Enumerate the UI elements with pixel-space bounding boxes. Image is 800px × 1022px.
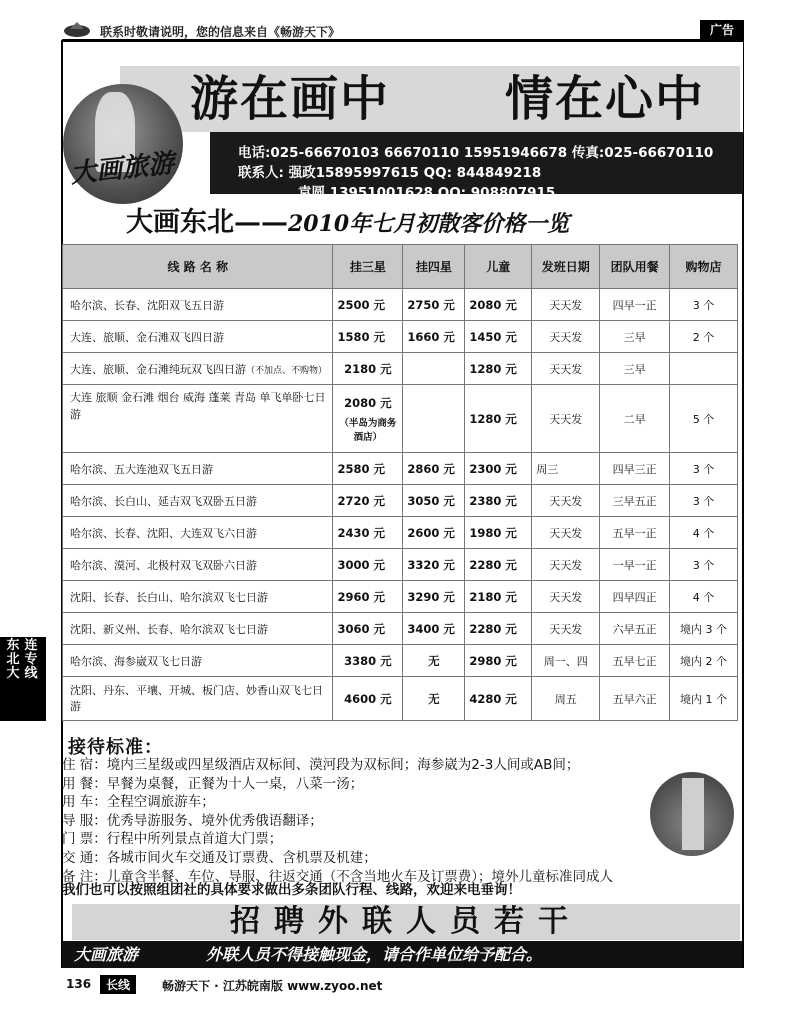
price-three-star: 2430 元 — [333, 517, 403, 549]
departure-date: 天天发 — [532, 385, 600, 453]
meals: 五早六正 — [600, 677, 670, 721]
ad-tag: 广告 — [700, 20, 744, 40]
meals: 四早四正 — [600, 581, 670, 613]
reception-line: 用 车：全程空调旅游车； — [62, 794, 215, 811]
magazine-logo-icon — [62, 20, 92, 38]
header-shops: 购物店 — [670, 245, 738, 289]
top-notice-bar — [0, 0, 800, 40]
header-three-star: 挂三星 — [333, 245, 403, 289]
price-four-star: 2860 元 — [403, 453, 465, 485]
route-name: 沈阳、丹东、平壤、开城、板门店、妙香山双飞七日游 — [63, 677, 333, 721]
price-three-star: 2580 元 — [333, 453, 403, 485]
departure-date: 周一、四 — [532, 645, 600, 677]
reception-line: 门 票：行程中所列景点首道大门票； — [62, 831, 283, 848]
price-four-star: 2600 元 — [403, 517, 465, 549]
side-tab-text-2: 连专线 — [24, 638, 38, 681]
route-name: 沈阳、新义州、长春、哈尔滨双飞七日游 — [63, 613, 333, 645]
price-child: 1280 元 — [465, 385, 532, 453]
departure-date: 周五 — [532, 677, 600, 721]
price-four-star: 1660 元 — [403, 321, 465, 353]
price-table-title — [126, 200, 569, 239]
meals: 五早七正 — [600, 645, 670, 677]
recruit-banner: 招聘外联人员若干 — [72, 904, 740, 940]
table-row — [63, 645, 738, 677]
price-child: 2180 元 — [465, 581, 532, 613]
meals: 四早三正 — [600, 453, 670, 485]
header-meals: 团队用餐 — [600, 245, 670, 289]
price-child: 4280 元 — [465, 677, 532, 721]
route-name: 哈尔滨、五大连池双飞五日游 — [63, 453, 333, 485]
table-header-row — [63, 245, 738, 289]
meals: 三早 — [600, 321, 670, 353]
price-three-star: 4600 元 — [333, 677, 403, 721]
slogan-right: 情在心中 — [505, 71, 706, 127]
section-label: 长线 — [100, 975, 136, 994]
price-four-star: 3320 元 — [403, 549, 465, 581]
price-three-star: 1580 元 — [333, 321, 403, 353]
shops: 4 个 — [670, 517, 738, 549]
reception-line: 住 宿：境内三星级或四星级酒店双标间、漠河段为双标间；海参崴为2-3人间或AB间； — [62, 757, 580, 773]
price-three-star: 3380 元 — [333, 645, 403, 677]
welcome-text: 我们也可以按照组团社的具体要求做出多条团队行程、线路，欢迎来电垂询！ — [62, 882, 521, 898]
price-four-star: 无 — [403, 677, 465, 721]
route-name: 哈尔滨、漠河、北极村双飞双卧六日游 — [63, 549, 333, 581]
price-three-star: 2500 元 — [333, 289, 403, 321]
departure-date: 天天发 — [532, 613, 600, 645]
price-four-star: 2750 元 — [403, 289, 465, 321]
meals: 一早一正 — [600, 549, 670, 581]
price-child: 2280 元 — [465, 549, 532, 581]
price-four-star — [403, 353, 465, 385]
departure-date: 天天发 — [532, 485, 600, 517]
shops: 境内 3 个 — [670, 613, 738, 645]
price-three-star: 2720 元 — [333, 485, 403, 517]
shops: 境内 2 个 — [670, 645, 738, 677]
shops: 4 个 — [670, 581, 738, 613]
slogan-left: 游在画中 — [190, 71, 391, 127]
departure-date: 天天发 — [532, 289, 600, 321]
route-name-note: （不加点、不购物） — [246, 365, 328, 376]
route-name: 哈尔滨、海参崴双飞七日游 — [63, 645, 333, 677]
table-row — [63, 613, 738, 645]
reception-line: 导 服：优秀导游服务、境外优秀俄语翻译； — [62, 812, 323, 829]
shops: 3 个 — [670, 453, 738, 485]
price-child: 2380 元 — [465, 485, 532, 517]
shops: 2 个 — [670, 321, 738, 353]
header-departure: 发班日期 — [532, 245, 600, 289]
reception-line: 用 餐：早餐为桌餐，正餐为十人一桌，八菜一汤； — [62, 775, 364, 792]
shops — [670, 353, 738, 385]
contact-person-2: 袁圆 13951001628 QQ: 908807915 — [298, 185, 556, 201]
price-four-star: 无 — [403, 645, 465, 677]
route-name: 哈尔滨、长春、沈阳、大连双飞六日游 — [63, 517, 333, 549]
header-four-star: 挂四星 — [403, 245, 465, 289]
reception-standards — [62, 756, 742, 886]
reception-title: 接待标准： — [68, 737, 163, 758]
price-three-star: 3060 元 — [333, 613, 403, 645]
table-row — [63, 289, 738, 321]
page-number: 136 — [66, 977, 92, 991]
shops: 3 个 — [670, 289, 738, 321]
departure-date: 天天发 — [532, 581, 600, 613]
price-child: 2300 元 — [465, 453, 532, 485]
route-name: 大连 旅顺 金石滩 烟台 威海 蓬莱 青岛 单飞单卧七日游 — [63, 385, 333, 453]
header-route: 线 路 名 称 — [63, 245, 333, 289]
departure-date: 天天发 — [532, 321, 600, 353]
route-name: 哈尔滨、长白山、延吉双飞双卧五日游 — [63, 485, 333, 517]
side-tab-text-1: 东北大 — [6, 638, 20, 681]
meals: 五早一正 — [600, 517, 670, 549]
price-three-star — [333, 385, 403, 453]
price-four-star: 3050 元 — [403, 485, 465, 517]
cash-notice-text: 外联人员不得接触现金，请合作单位给予配合。 — [206, 945, 543, 964]
departure-date: 周三 — [532, 453, 600, 485]
meals: 三早五正 — [600, 485, 670, 517]
price-child: 1280 元 — [465, 353, 532, 385]
shops: 3 个 — [670, 485, 738, 517]
shops: 3 个 — [670, 549, 738, 581]
meals: 三早 — [600, 353, 670, 385]
price-four-star — [403, 385, 465, 453]
route-name-text: 大连、旅顺、金石滩纯玩双飞四日游 — [70, 362, 246, 376]
source-notice: 联系时敬请说明，您的信息来自《畅游天下》 — [100, 25, 341, 39]
reception-line: 备 注：儿童含半餐、车位、导服、往返交通（不含当地火车及订票费）；境外儿童标准同成人 — [62, 868, 614, 885]
table-row — [63, 321, 738, 353]
price-child: 2280 元 — [465, 613, 532, 645]
shops: 5 个 — [670, 385, 738, 453]
price-four-star: 3400 元 — [403, 613, 465, 645]
departure-date: 天天发 — [532, 353, 600, 385]
contact-phone: 电话:025-66670103 66670110 15951946678 传真:025-66670110 — [238, 145, 714, 161]
reception-line: 交 通：各城市间火车交通及订票费、含机票及机建； — [62, 849, 377, 866]
contact-box — [210, 132, 743, 201]
route-name: 沈阳、长春、长白山、哈尔滨双飞七日游 — [63, 581, 333, 613]
section-side-tab — [0, 637, 46, 721]
departure-date: 天天发 — [532, 549, 600, 581]
contact-person-1: 联系人: 强政15895997615 QQ: 844849218 — [238, 165, 542, 181]
table-row — [63, 549, 738, 581]
tower-building — [682, 778, 704, 850]
cash-notice-bar — [62, 941, 742, 968]
price-three-star: 2180 元 — [333, 353, 403, 385]
title-sub: 2010年七月初散客价格一览 — [288, 211, 570, 237]
brand-name: 大画旅游 — [68, 148, 176, 190]
table-row — [63, 453, 738, 485]
table-row — [63, 517, 738, 549]
route-name: 大连、旅顺、金石滩双飞四日游 — [63, 321, 333, 353]
route-name: 哈尔滨、长春、沈阳双飞五日游 — [63, 289, 333, 321]
publication-info: 畅游天下 · 江苏皖南版 www.zyoo.net — [162, 979, 383, 993]
meals: 六早五正 — [600, 613, 670, 645]
price-three-star: 2960 元 — [333, 581, 403, 613]
price-three-star-value: 2080 元 — [344, 395, 392, 410]
route-name — [63, 353, 333, 385]
price-child: 1450 元 — [465, 321, 532, 353]
price-four-star: 3290 元 — [403, 581, 465, 613]
table-row — [63, 485, 738, 517]
price-child: 1980 元 — [465, 517, 532, 549]
table-row — [63, 353, 738, 385]
meals: 四早一正 — [600, 289, 670, 321]
table-row — [63, 677, 738, 721]
price-child: 2980 元 — [465, 645, 532, 677]
hotel-note: （半岛为商务酒店） — [339, 417, 397, 443]
table-row — [63, 581, 738, 613]
price-three-star: 3000 元 — [333, 549, 403, 581]
price-child: 2080 元 — [465, 289, 532, 321]
cash-notice-brand: 大画旅游 — [74, 945, 139, 964]
price-table — [62, 244, 738, 721]
meals: 二早 — [600, 385, 670, 453]
header-child: 儿童 — [465, 245, 532, 289]
table-row — [63, 385, 738, 453]
shops: 境内 1 个 — [670, 677, 738, 721]
title-main: 大画东北—— — [126, 207, 288, 238]
departure-date: 天天发 — [532, 517, 600, 549]
